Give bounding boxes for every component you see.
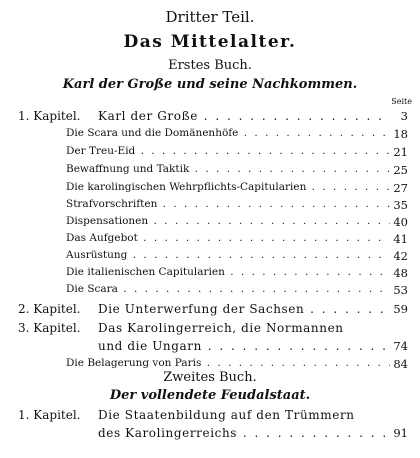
page-number: 48 — [393, 266, 408, 280]
toc-entry — [0, 163, 420, 180]
entry-title: Die italienischen Capitularien . . . — [66, 266, 390, 278]
entry-title: Die Belagerung von Paris . . . — [66, 357, 390, 369]
page-number: 18 — [393, 127, 408, 141]
toc-entry — [0, 181, 420, 198]
book-title: Der vollendete Feudalstaat. — [109, 388, 311, 403]
page-number: 42 — [393, 249, 408, 263]
entry-title: Die Scara . . . — [66, 283, 390, 295]
book-label: Zweites Buch. — [163, 370, 257, 385]
toc-entry — [0, 127, 420, 144]
entry-title: Bewaffnung und Taktik . . . — [66, 163, 390, 175]
toc-entry — [0, 198, 420, 215]
page-number: 40 — [393, 215, 408, 229]
toc-entry-continuation — [0, 339, 420, 356]
toc-entry — [0, 215, 420, 232]
entry-title: Die karolingischen Wehrpflichts-Capitularien . . . — [66, 181, 390, 193]
toc-entry — [0, 249, 420, 266]
entry-title: Die Unterwerfung der Sachsen . . . — [98, 302, 390, 316]
entry-title-continuation: des Karolingerreichs . . . — [98, 426, 390, 440]
entry-title: Das Karolingerreich, die Normannen — [98, 321, 344, 335]
page-number: 27 — [393, 181, 408, 195]
page-number: 25 — [393, 163, 408, 177]
entry-title-continuation: und die Ungarn . . . — [98, 339, 390, 353]
page-number: 59 — [393, 302, 408, 316]
page-number: 21 — [393, 145, 408, 159]
main-title: Das Mittelalter. — [123, 32, 297, 52]
toc-entry-chapter — [0, 302, 420, 319]
entry-title: Strafvorschriften . . . — [66, 198, 390, 210]
book-title: Karl der Große und seine Nachkommen. — [62, 77, 358, 92]
entry-title: Karl der Große . . . — [98, 109, 390, 123]
page-number: 53 — [393, 283, 408, 297]
toc-entry — [0, 283, 420, 300]
entry-title: Ausrüstung . . . — [66, 249, 390, 261]
page-number: 91 — [393, 426, 408, 440]
chapter-number: 2. Kapitel. — [18, 302, 81, 316]
entry-title: Die Scara und die Domänenhöfe . . . — [66, 127, 390, 139]
book-label: Erstes Buch. — [168, 58, 252, 73]
entry-title: Das Aufgebot . . . — [66, 232, 390, 244]
page-column-label: Seite — [391, 97, 412, 106]
entry-title: Der Treu-Eid . . . — [66, 145, 390, 157]
chapter-number: 3. Kapitel. — [18, 321, 81, 335]
toc-entry-chapter — [0, 321, 420, 338]
page-number: 41 — [393, 232, 408, 246]
entry-title: Dispensationen . . . — [66, 215, 390, 227]
toc-entry — [0, 232, 420, 249]
page-number: 35 — [393, 198, 408, 212]
entry-title: Die Staatenbildung auf den Trümmern — [98, 408, 355, 422]
toc-entry — [0, 145, 420, 162]
page-number: 74 — [393, 339, 408, 353]
page-number: 84 — [393, 357, 408, 371]
toc-entry-continuation — [0, 426, 420, 443]
toc-entry-chapter — [0, 109, 420, 126]
chapter-number: 1. Kapitel. — [18, 109, 81, 123]
page-number: 3 — [400, 109, 408, 123]
toc-entry-chapter — [0, 408, 420, 425]
chapter-number: 1. Kapitel. — [18, 408, 81, 422]
part-title: Dritter Teil. — [165, 8, 255, 26]
toc-entry — [0, 266, 420, 283]
